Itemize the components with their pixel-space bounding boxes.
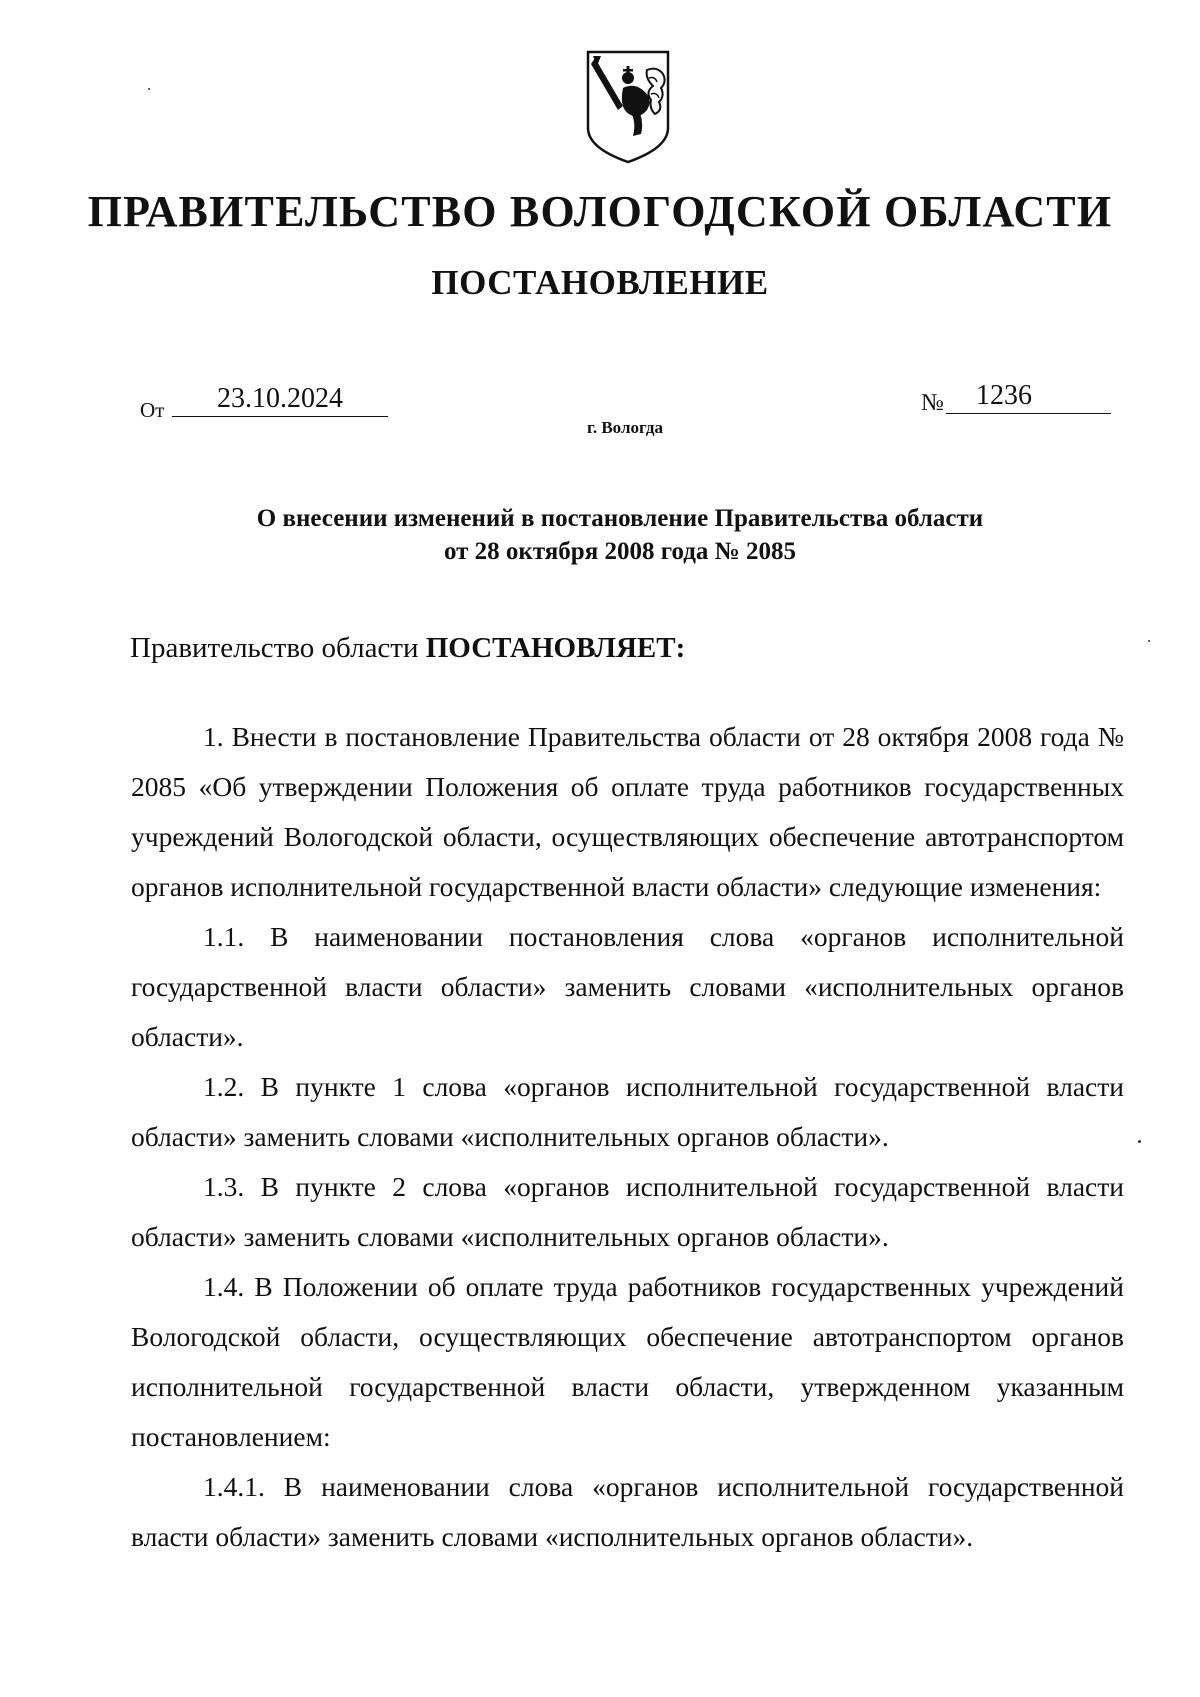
vologda-oblast-coat-of-arms-icon: [583, 48, 673, 166]
decree-statement: [130, 632, 685, 665]
scan-speck: [1148, 640, 1150, 642]
scan-speck: [1138, 1140, 1141, 1143]
city-label: г. Вологда: [587, 418, 663, 437]
date-label: От: [140, 398, 165, 422]
number-label: №: [921, 390, 944, 416]
document-body: [131, 712, 1124, 1562]
decree-prefix: Правительство области: [130, 632, 419, 664]
government-title: ПРАВИТЕЛЬСТВО ВОЛОГОДСКОЙ ОБЛАСТИ: [87, 187, 1113, 236]
paragraph-1: 1. Внести в постановление Правительства области от 28 октября 2008 года № 2085 «Об утверждении Положения об оплате труда работников государственных учреждений Вологодской области, осуществляющих обеспечение автотранспортом органов исполнительной государственной власти области» следующие изменения:: [131, 721, 1124, 902]
paragraph-1-2: 1.2. В пункте 1 слова «органов исполнительной государственной власти области» заменить словами «исполнительных органов области».: [131, 1071, 1124, 1152]
decree-verb: ПОСТАНОВЛЯЕТ:: [425, 632, 686, 664]
paragraph-1-1: 1.1. В наименовании постановления слова «органов исполнительной государственной власти области» заменить словами «исполнительных органов области».: [131, 921, 1124, 1052]
document-type-heading: ПОСТАНОВЛЕНИЕ: [431, 263, 769, 302]
document-number: 1236: [946, 379, 1111, 414]
paragraph-1-4-1: 1.4.1. В наименовании слова «органов исполнительной государственной власти области» заменить словами «исполнительных органов области».: [131, 1471, 1124, 1552]
document-date: 23.10.2024: [172, 382, 388, 417]
paragraph-1-4: 1.4. В Положении об оплате труда работников государственных учреждений Вологодской области, осуществляющих обеспечение автотранспортом органов исполнительной государственной власти области, утвержденном указанным постановлением:: [131, 1271, 1124, 1452]
subject-line-2: от 28 октября 2008 года № 2085: [443, 538, 797, 565]
subject-line-1: О внесении изменений в постановление Правительства области: [256, 505, 984, 532]
document-subject: [140, 502, 1100, 568]
scan-speck: [148, 88, 150, 90]
paragraph-1-3: 1.3. В пункте 2 слова «органов исполнительной государственной власти области» заменить словами «исполнительных органов области».: [131, 1171, 1124, 1252]
